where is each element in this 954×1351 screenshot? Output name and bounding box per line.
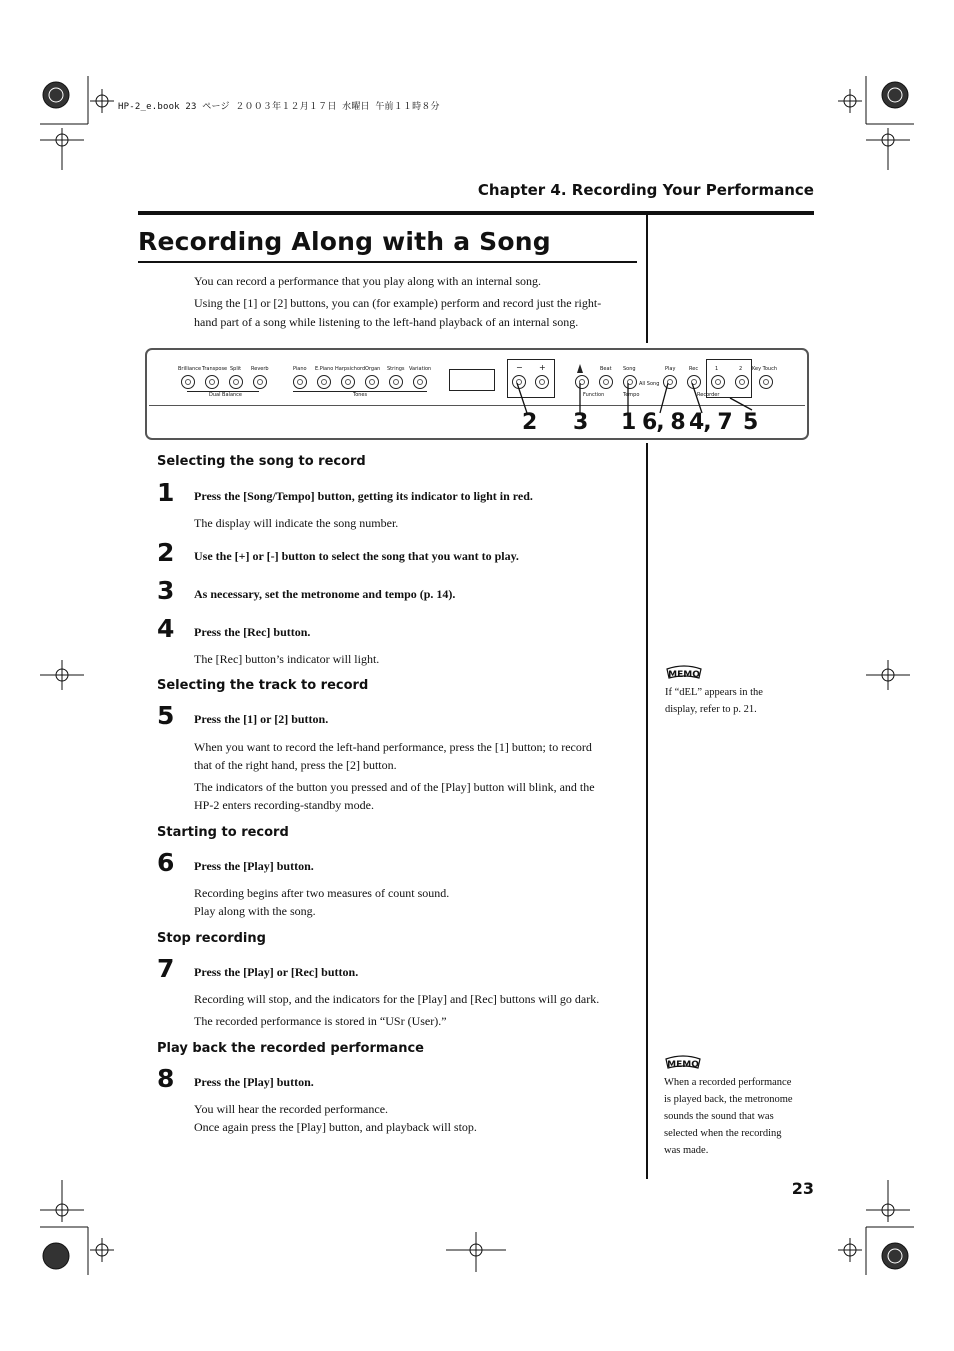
label-organ: Organ bbox=[365, 366, 381, 372]
callout-1: 1 bbox=[621, 410, 637, 435]
step-7-detail-1: Recording will stop, and the indicators for the [Play] and [Rec] buttons will go dark. bbox=[194, 992, 600, 1006]
step-number-2: 2 bbox=[157, 538, 175, 567]
step-number-3: 3 bbox=[157, 576, 175, 605]
step-7-text: Press the [Play] or [Rec] button. bbox=[194, 965, 359, 979]
step-number-5: 5 bbox=[157, 701, 175, 730]
memo-label: MEMO bbox=[667, 1060, 699, 1070]
label-piano: Piano bbox=[293, 366, 307, 372]
step-8-detail-2: Once again press the [Play] button, and playback will stop. bbox=[194, 1120, 477, 1134]
label-strings: Strings bbox=[387, 366, 405, 372]
memo-2-line-3: sounds the sound that was bbox=[664, 1111, 774, 1122]
label-recorder: Recorder bbox=[697, 392, 720, 398]
page-number: 23 bbox=[791, 1179, 814, 1198]
section-heading-stop: Stop recording bbox=[157, 931, 266, 946]
step-6-text: Press the [Play] button. bbox=[194, 859, 314, 873]
section-heading-start: Starting to record bbox=[157, 825, 289, 840]
label-transpose: Transpose bbox=[202, 366, 228, 372]
label-harpsichord: Harpsichord bbox=[335, 366, 366, 372]
label-track-1: 1 bbox=[715, 366, 719, 372]
memo-2-line-5: was made. bbox=[664, 1145, 709, 1156]
step-2-text: Use the [+] or [-] button to select the song that you want to play. bbox=[194, 549, 519, 563]
page-title: Recording Along with a Song bbox=[138, 227, 551, 256]
section-heading-playback: Play back the recorded performance bbox=[157, 1041, 424, 1056]
memo-icon bbox=[664, 1055, 702, 1071]
label-tones: Tones bbox=[353, 392, 368, 398]
label-split: Split bbox=[230, 366, 242, 372]
section-heading-select-track: Selecting the track to record bbox=[157, 678, 369, 693]
step-4-text: Press the [Rec] button. bbox=[194, 625, 311, 639]
label-minus: − bbox=[516, 363, 523, 372]
label-brilliance: Brilliance bbox=[178, 366, 202, 372]
intro-line-3: hand part of a song while listening to the left-hand playback of an internal song. bbox=[194, 315, 579, 329]
step-5-text: Press the [1] or [2] button. bbox=[194, 712, 329, 726]
step-6-detail-2: Play along with the song. bbox=[194, 904, 316, 918]
callout-4-7: 4, 7 bbox=[689, 410, 732, 435]
label-play: Play bbox=[665, 366, 676, 372]
label-variation: Variation bbox=[409, 366, 432, 372]
step-5-detail-1: When you want to record the left-hand performance, press the [1] button; to record bbox=[194, 740, 592, 754]
step-5-detail-3: The indicators of the button you pressed and of the [Play] button will blink, and the bbox=[194, 780, 595, 794]
label-tempo: Tempo bbox=[623, 392, 640, 398]
step-8-text: Press the [Play] button. bbox=[194, 1075, 314, 1089]
memo-1-line-2: display, refer to p. 21. bbox=[665, 704, 757, 715]
callout-3: 3 bbox=[573, 410, 589, 435]
intro-line-1: You can record a performance that you play along with an internal song. bbox=[194, 274, 542, 288]
step-6-detail-1: Recording begins after two measures of count sound. bbox=[194, 886, 450, 900]
memo-2-line-4: selected when the recording bbox=[664, 1128, 782, 1139]
step-number-8: 8 bbox=[157, 1064, 175, 1093]
step-1-detail: The display will indicate the song number. bbox=[194, 516, 399, 530]
intro-line-2: Using the [1] or [2] buttons, you can (for example) perform and record just the right- bbox=[194, 296, 602, 310]
callout-2: 2 bbox=[522, 410, 538, 435]
memo-icon bbox=[665, 665, 703, 681]
callout-5: 5 bbox=[743, 410, 759, 435]
step-3-text: As necessary, set the metronome and tempo (p. 14). bbox=[194, 587, 456, 601]
memo-label: MEMO bbox=[668, 670, 700, 680]
step-number-7: 7 bbox=[157, 954, 175, 983]
callout-6-8: 6, 8 bbox=[642, 410, 685, 435]
chapter-title: Chapter 4. Recording Your Performance bbox=[477, 181, 814, 199]
step-7-detail-2: The recorded performance is stored in “USr (User).” bbox=[194, 1014, 447, 1028]
label-all-song: All Song bbox=[639, 381, 660, 387]
file-header-note: HP-2_e.book 23 ページ ２００３年１２月１７日 水曜日 午前１１時８分 bbox=[118, 102, 440, 112]
step-number-4: 4 bbox=[157, 614, 175, 643]
step-5-detail-2: that of the right hand, press the [2] button. bbox=[194, 758, 397, 772]
label-reverb: Reverb bbox=[251, 366, 269, 372]
label-dual-balance: Dual Balance bbox=[209, 392, 243, 398]
memo-2-line-2: is played back, the metronome bbox=[664, 1094, 793, 1105]
label-plus: + bbox=[539, 363, 546, 372]
label-function: Function bbox=[583, 392, 605, 398]
callout-lines bbox=[0, 0, 954, 450]
label-track-2: 2 bbox=[739, 366, 743, 372]
step-5-detail-4: HP-2 enters recording-standby mode. bbox=[194, 798, 374, 812]
memo-1-line-1: If “dEL” appears in the bbox=[665, 687, 763, 698]
label-rec: Rec bbox=[689, 366, 699, 372]
label-epiano: E.Piano bbox=[315, 366, 334, 372]
section-heading-select-song: Selecting the song to record bbox=[157, 454, 366, 469]
label-key-touch: Key Touch bbox=[752, 366, 778, 372]
step-number-6: 6 bbox=[157, 848, 175, 877]
label-beat: Beat bbox=[600, 366, 612, 372]
step-number-1: 1 bbox=[157, 478, 175, 507]
label-song: Song bbox=[623, 366, 636, 372]
step-4-detail: The [Rec] button’s indicator will light. bbox=[194, 652, 380, 666]
step-8-detail-1: You will hear the recorded performance. bbox=[194, 1102, 389, 1116]
column-divider-bottom bbox=[646, 443, 648, 1179]
memo-2-line-1: When a recorded performance bbox=[664, 1077, 792, 1088]
step-1-text: Press the [Song/Tempo] button, getting its indicator to light in red. bbox=[194, 489, 533, 503]
